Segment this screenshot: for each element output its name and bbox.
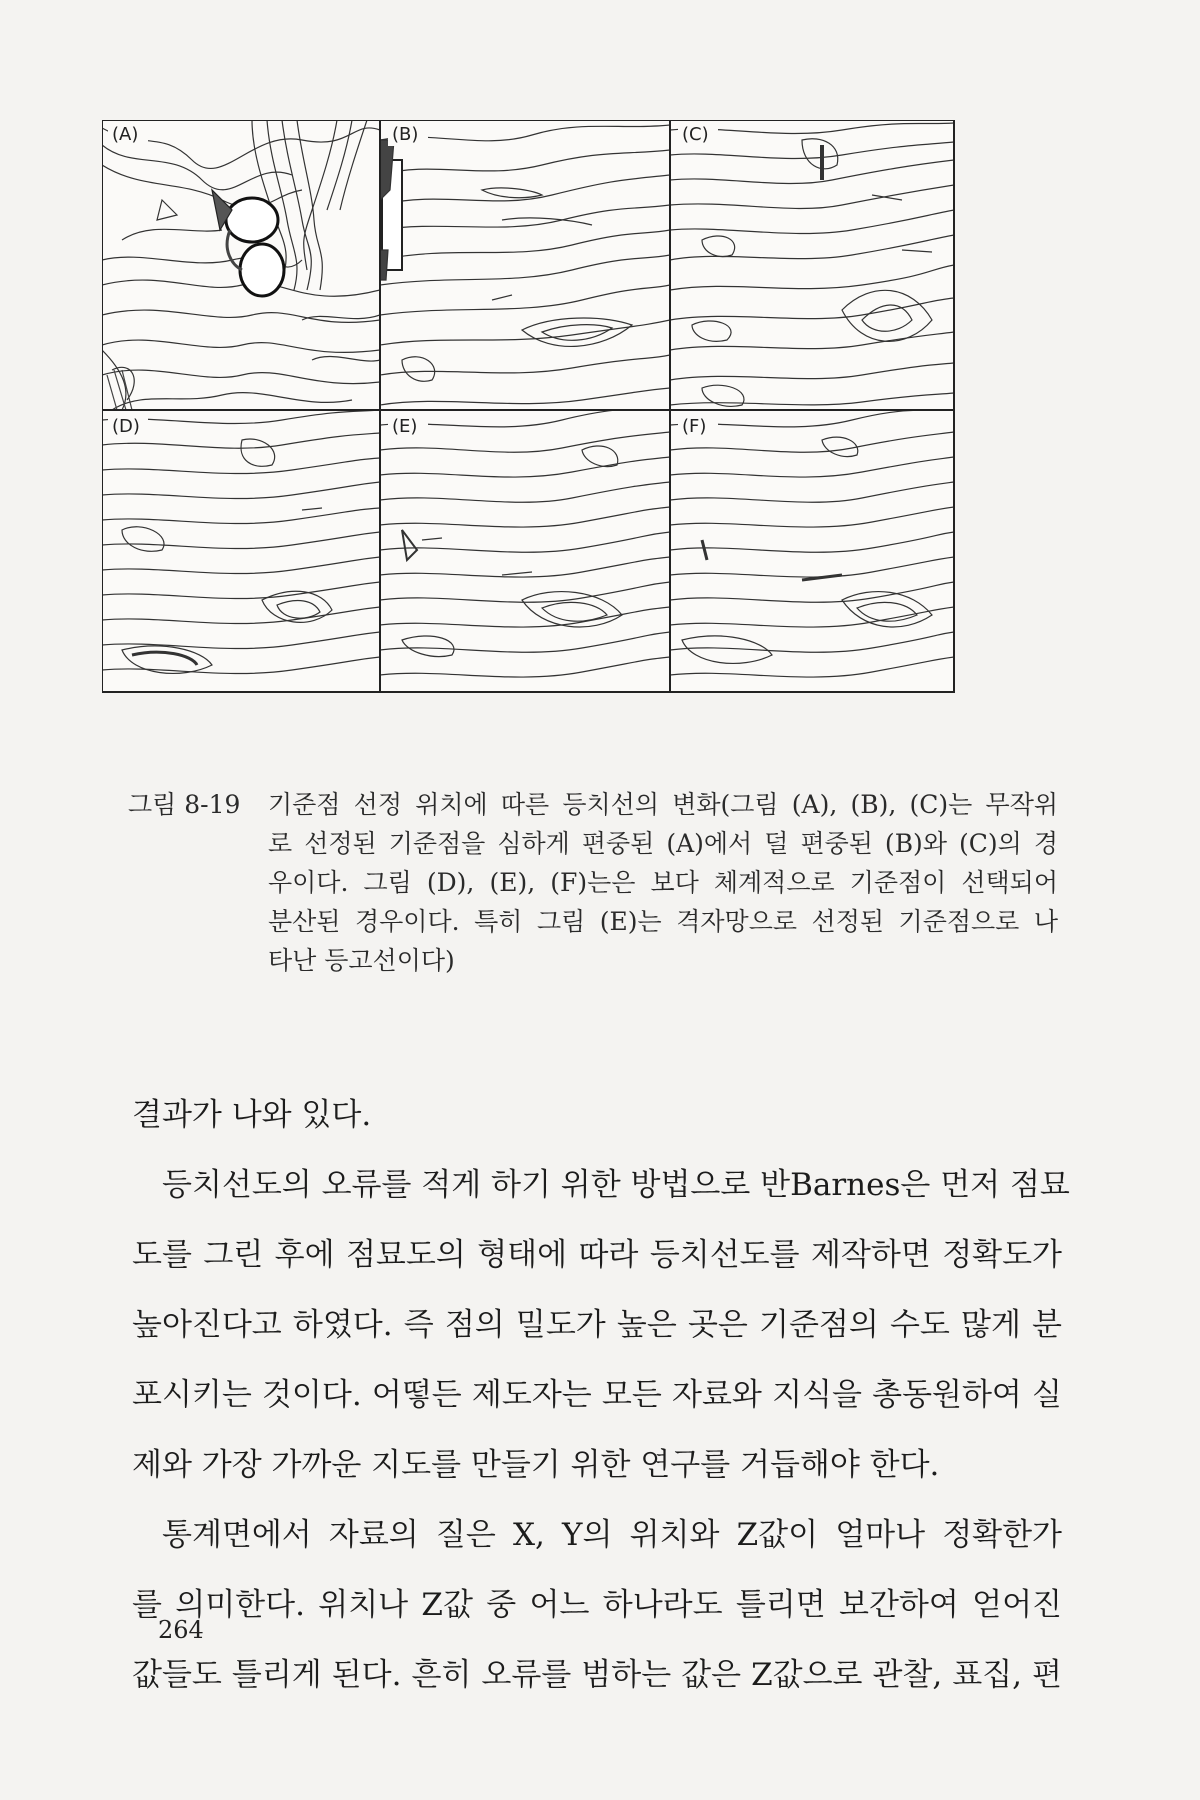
caption-line: 분산된 경우이다. 특히 그림 (E)는 격자망으로 선정된 기준점으로 나 — [268, 907, 1058, 936]
contour-figure — [102, 120, 1088, 760]
panel-label-d: (D) — [112, 416, 140, 437]
body-line: 결과가 나와 있다. — [132, 1097, 372, 1133]
body-line: 제와 가장 가까운 지도를 만들기 위한 연구를 거듭해야 한다. — [132, 1447, 940, 1483]
page-number: 264 — [158, 1616, 204, 1644]
caption-label: 그림 8-19 — [128, 790, 241, 819]
caption-line: 로 선정된 기준점을 심하게 편중된 (A)에서 덜 편중된 (B)와 (C)의 경 — [268, 829, 1058, 858]
caption-text — [268, 785, 1058, 980]
panel-label-c: (C) — [682, 124, 709, 145]
body-line: 포시키는 것이다. 어떻든 제도자는 모든 자료와 지식을 총동원하여 실 — [132, 1377, 1062, 1413]
body-line: 높아진다고 하였다. 즉 점의 밀도가 높은 곳은 기준점의 수도 많게 분 — [132, 1307, 1062, 1343]
panel-label-f: (F) — [682, 416, 707, 437]
panel-label-b: (B) — [392, 124, 419, 145]
panel-label-e: (E) — [392, 416, 418, 437]
body-paragraphs — [132, 1080, 1070, 1710]
body-line: 통계면에서 자료의 질은 X, Y의 위치와 Z값이 얼마나 정확한가 — [162, 1517, 1062, 1553]
caption-line: 기준점 선정 위치에 따른 등치선의 변화(그림 (A), (B), (C)는 무작위 — [268, 790, 1058, 819]
body-line: 도를 그린 후에 점묘도의 형태에 따라 등치선도를 제작하면 정확도가 — [132, 1237, 1062, 1273]
body-line: 값들도 틀리게 된다. 흔히 오류를 범하는 값은 Z값으로 관찰, 표집, 편 — [132, 1657, 1062, 1693]
body-line: 등치선도의 오류를 적게 하기 위한 방법으로 반Barnes은 먼저 점묘 — [162, 1167, 1070, 1203]
caption-line: 타난 등고선이다) — [268, 946, 455, 975]
body-line: 를 의미한다. 위치나 Z값 중 어느 하나라도 틀리면 보간하여 얻어진 — [132, 1587, 1062, 1623]
caption-line: 우이다. 그림 (D), (E), (F)는은 보다 체계적으로 기준점이 선택되어 — [268, 868, 1058, 897]
panel-label-a: (A) — [112, 124, 139, 145]
